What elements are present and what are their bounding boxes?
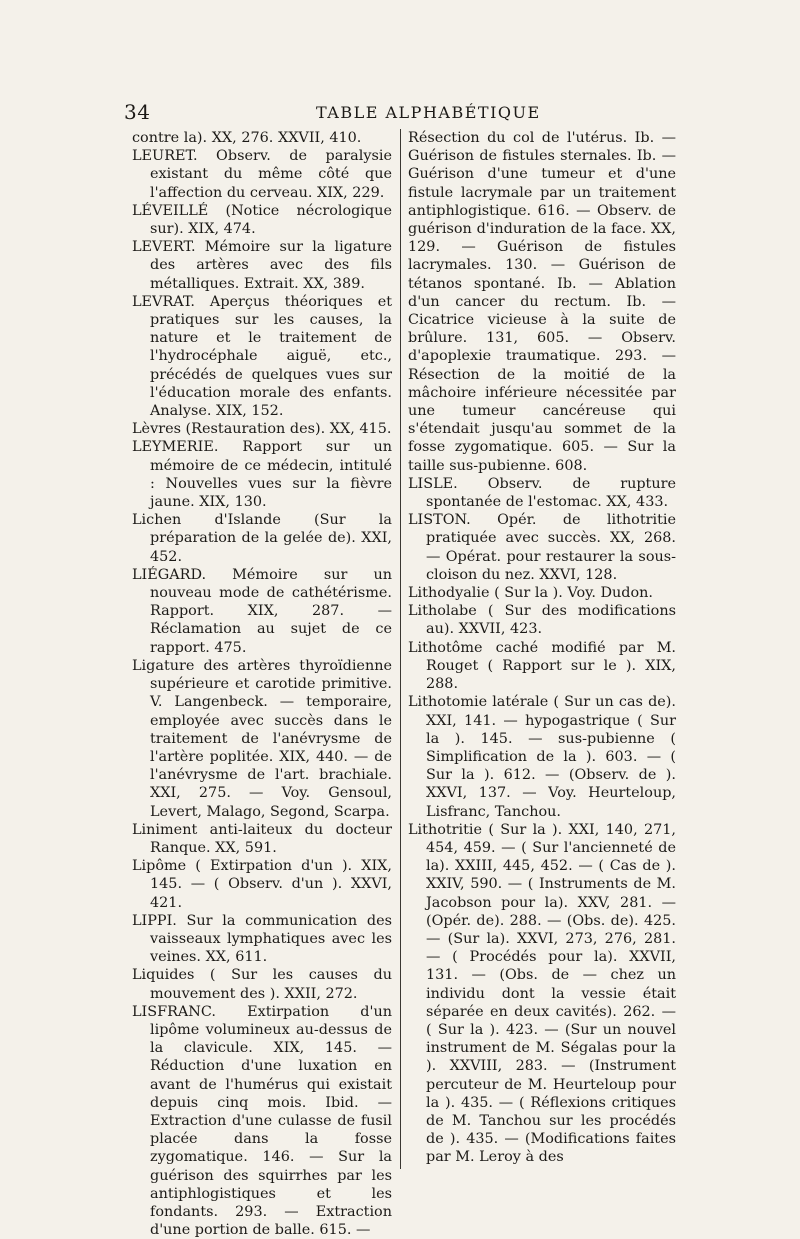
index-entry: LISFRANC. Extirpation d'un lipôme volumineux au-dessus de la clavicule. XIX, 145. — Réduction d'une luxation en avant de l'humérus qui existait depuis cinq mois. Ibid. — Extraction d'une culasse de fusil placée dans la fosse zygomatique. 146. — Sur la guérison des squirrhes par les antiphlogistiques et les fondants. 293. — Extraction d'une portion de balle. 615. — xyxy=(132,1003,392,1239)
index-entry: Lithodyalie ( Sur la ). Voy. Dudon. xyxy=(408,585,654,602)
index-entry: Lèvres (Restauration des). XX, 415. xyxy=(132,421,392,438)
index-entry: LÉVEILLÉ (Notice nécrologique sur). XIX, 474. xyxy=(132,202,392,238)
index-entry: Lithotritie ( Sur la ). XXI, 140, 271, 454, 459. — ( Sur l'ancienneté de la). XXIII, 445, 452. — ( Cas de ). XXIV, 590. — ( Instruments de M. Jacobson pour la). XXV, 281. — (Opér. de). 288. — (Obs. de). 425. — (Sur la). XXVI, 273, 276, 281. — ( Procédés pour la). XXVII, 131. — (Obs. de — chez un individu dont la vessie était séparée en deux cavités). 262. — ( Sur la ). 423. — (Sur un nouvel instrument de M. Ségalas pour la ). XXVIII, 283. — (Instrument percuteur de M. Heurteloup pour la ). 435. — ( Réflexions critiques de M. Tanchou sur les procédés de ). 435. — (Modifications faites par M. Leroy à des xyxy=(408,821,676,1166)
index-entry: Lipôme ( Extirpation d'un ). XIX, 145. — ( Observ. d'un ). XXVI, 421. xyxy=(132,858,392,911)
index-entry: LIPPI. Sur la communication des vaisseaux lymphatiques avec les veines. XX, 611. xyxy=(132,912,392,966)
index-entry: LEVRAT. Aperçus théoriques et pratiques sur les causes, la nature et le traitement de l'hydrocéphale aiguë, etc., précédés de quelques vues sur l'éducation morale des enfants. Analyse. XIX, 152. xyxy=(132,293,392,420)
index-entry: Lithotôme caché modifié par M. Rouget ( Rapport sur le ). XIX, 288. xyxy=(408,639,676,693)
page-number: 34 xyxy=(124,100,151,124)
index-entry: Liquides ( Sur les causes du mouvement des ). XXII, 272. xyxy=(132,967,392,1002)
index-entry: Liniment anti-laiteux du docteur Ranque. XX, 591. xyxy=(132,821,392,856)
index-entry: Lichen d'Islande (Sur la préparation de la gelée de). XXI, 452. xyxy=(132,512,392,565)
index-entry: LIÉGARD. Mémoire sur un nouveau mode de cathétérisme. Rapport. XIX, 287. — Réclamation au sujet de ce rapport. 475. xyxy=(132,566,392,656)
column-divider xyxy=(400,129,401,1169)
right-column xyxy=(408,129,676,1167)
index-entry-continuation: contre la). XX, 276. XXVII, 410. xyxy=(132,130,362,146)
index-entry-continuation: Résection du col de l'utérus. Ib. — Guérison de fistules sternales. Ib. — Guérison d'une tumeur et d'une fistule lacrymale par un traitement antiphlogistique. 616. — Observ. de guérison d'induration de la face. XX, 129. — Guérison de fistules lacrymales. 130. — Guérison de tétanos spontané. Ib. — Ablation d'un cancer du rectum. Ib. — Cicatrice vicieuse à la suite de brûlure. 131, 605. — Observ. d'apoplexie traumatique. 293. — Résection de la moitié de la mâchoire inférieure nécessitée par une tumeur cancéreuse qui s'étendait jusqu'au sommet de la fosse zygomatique. 605. — Sur la taille sus-pubienne. 608. xyxy=(408,130,676,474)
index-entry: LEURET. Observ. de paralysie existant du même côté que l'affection du cerveau. XIX, 229. xyxy=(132,148,392,201)
index-entry: LISTON. Opér. de lithotritie pratiquée avec succès. XX, 268. — Opérat. pour restaurer la sous-cloison du nez. XXVI, 128. xyxy=(408,512,676,583)
index-entry: LEVERT. Mémoire sur la ligature des artères avec des fils métalliques. Extrait. XX, 389. xyxy=(132,239,392,292)
index-entry: Litholabe ( Sur des modifications au). XXVII, 423. xyxy=(408,603,676,638)
index-entry: LISLE. Observ. de rupture spontanée de l'estomac. XX, 433. xyxy=(408,475,676,511)
index-entry: Ligature des artères thyroïdienne supérieure et carotide primitive. V. Langenbeck. — temporaire, employée avec succès dans le traitement de l'anévrysme de l'artère poplitée. XIX, 440. — de l'anévrysme de l'art. brachiale. XXI, 275. — Voy. Gensoul, Levert, Malago, Segond, Scarpa. xyxy=(132,657,392,820)
page-header xyxy=(124,100,676,122)
left-column xyxy=(132,129,392,1239)
index-entry: LEYMERIE. Rapport sur un mémoire de ce médecin, intitulé : Nouvelles vues sur la fièvre jaune. XIX, 130. xyxy=(132,439,392,511)
index-entry: Lithotomie latérale ( Sur un cas de). XXI, 141. — hypogastrique ( Sur la ). 145. — sus-pubienne ( Simplification de la ). 603. — ( Sur la ). 612. — (Observ. de ). XXVI, 137. — Voy. Heurteloup, Lisfranc, Tanchou. xyxy=(408,694,676,820)
running-title: TABLE ALPHABÉTIQUE xyxy=(316,103,541,122)
